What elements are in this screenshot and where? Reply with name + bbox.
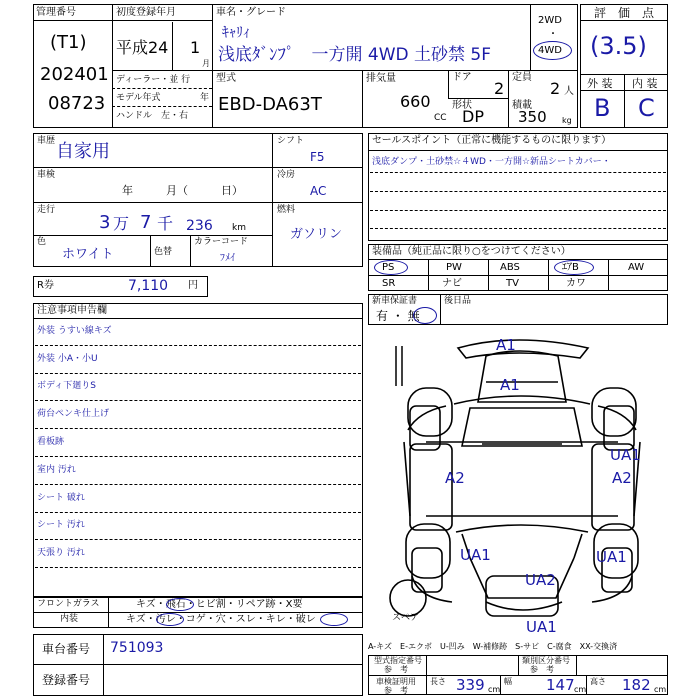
equip-airbag: ｴｱB — [562, 262, 579, 273]
exterior-grade: B — [594, 94, 611, 122]
height-label: 高さ — [590, 677, 606, 686]
model-year-label: モデル年式 — [116, 93, 161, 103]
km-unit: km — [232, 223, 246, 233]
damage-mark-rear-bumper: UA1 — [526, 618, 557, 636]
damage-mark-cargo: UA2 — [525, 571, 556, 589]
cert-label: 車検証明用 — [376, 677, 416, 686]
equip-sr: SR — [382, 278, 396, 289]
warranty-no-circle — [413, 307, 437, 324]
ac: AC — [310, 184, 327, 198]
score-label: 評 価 点 — [594, 6, 655, 20]
interior-grade: C — [638, 94, 655, 122]
damage-mark-left-side: A2 — [445, 469, 465, 487]
score-value: (3.5) — [590, 32, 647, 60]
registration-era: 平成 — [116, 38, 149, 57]
car-name: ｷｬﾘｨ — [222, 25, 250, 41]
cert-ref: 参 考 — [384, 686, 408, 695]
capacity: 2 — [550, 79, 561, 98]
equip-leather: カワ — [566, 278, 586, 289]
capacity-unit: 人 — [564, 86, 574, 97]
history-label: 車歴 — [37, 136, 56, 146]
interior-label: 内 装 — [632, 77, 658, 90]
damage-legend: A-キズ E-エクボ U-凹み W-補修跡 S-サビ C-腐食 XX-交換済 — [368, 642, 618, 651]
note-line: 天張り 汚れ — [37, 548, 85, 558]
color-code: ﾌﾒｲ — [220, 253, 235, 264]
manual-label: 後日品 — [444, 296, 472, 306]
equip-ps: PS — [382, 262, 395, 273]
interior-options: キズ・汚レ・コゲ・穴・スレ・キレ・破レ — [126, 614, 316, 625]
drive-4wd: 4WD — [538, 45, 562, 56]
height-unit: cm — [654, 685, 667, 694]
front-glass-chip-circle — [166, 598, 194, 611]
drive-2wd: 2WD — [538, 15, 562, 26]
note-line: シート 破れ — [37, 493, 85, 503]
shift: F5 — [310, 150, 325, 164]
mgmt-code: (T1) — [50, 32, 87, 53]
inspection-label: 車検 — [37, 170, 56, 180]
note-line: 室内 汚れ — [37, 465, 76, 475]
mgmt-label: 管理番号 — [36, 7, 76, 18]
shape-label: 形状 — [452, 100, 472, 111]
load: 350 — [518, 108, 547, 126]
load-label: 積載 — [512, 100, 532, 111]
equip-pw: PW — [446, 262, 462, 273]
type-cert-label: 型式指定番号 — [374, 656, 422, 665]
yen-unit: 円 — [188, 280, 198, 291]
r-ticket-label: R券 — [37, 280, 54, 291]
dealer-label: ディーラー・並 行 — [116, 75, 191, 85]
mileage-thousands: 7 — [140, 212, 152, 233]
length: 339 — [456, 676, 485, 694]
damage-mark-left-rear: UA1 — [460, 546, 491, 564]
warranty-label: 新車保証書 — [372, 296, 418, 306]
interior-tear-circle — [320, 613, 348, 626]
drive-4wd-circle — [533, 41, 572, 60]
width-label: 幅 — [504, 677, 512, 686]
damage-mark-right-side: A2 — [612, 469, 632, 487]
length-label: 長さ — [430, 677, 446, 686]
class-ref: 参 考 — [530, 665, 554, 674]
chassis-number: 751093 — [110, 640, 164, 656]
door-label: ドア — [452, 72, 472, 83]
sales-points-label: セールスポイント（正常に機能するものに限ります） — [372, 135, 612, 146]
car-grade: 浅底ﾀﾞﾝﾌﾟ 一方開 4WD 土砂禁 5F — [218, 45, 492, 65]
registration-year: 24 — [148, 38, 169, 57]
registration-number-label: 登録番号 — [42, 673, 91, 687]
drive-dot: ・ — [548, 29, 558, 40]
fuel-label: 燃料 — [277, 205, 296, 215]
first-registration-label: 初度登録年月 — [116, 7, 176, 18]
mileage-label: 走行 — [37, 205, 56, 215]
damage-mark-right-rear: UA1 — [596, 548, 627, 566]
doors: 2 — [494, 79, 505, 98]
mileage-sen: 千 — [157, 214, 174, 233]
ac-label: 冷房 — [277, 170, 296, 180]
kg-unit: kg — [562, 116, 572, 125]
damage-mark-hood: A1 — [500, 376, 520, 394]
r-ticket-block — [33, 276, 208, 297]
height: 182 — [622, 676, 651, 694]
note-line: 荷台ペンキ仕上げ — [37, 409, 110, 419]
displacement-label: 排気量 — [366, 73, 396, 84]
front-glass-options: キズ・飛石・ヒビ割・リペア跡・X要 — [136, 599, 303, 610]
note-line: 看板跡 — [37, 437, 65, 447]
shape: DP — [462, 107, 484, 126]
car-name-label: 車名・グレード — [216, 7, 286, 18]
notes-label: 注意事項申告欄 — [37, 305, 107, 316]
capacity-label: 定員 — [512, 72, 532, 83]
sales-points-line: 浅底ダンプ・土砂禁☆４WD・一方開☆新品シートカバー・ — [372, 157, 611, 167]
model-type: EBD-DA63T — [218, 94, 322, 115]
color-code-label: カラーコード — [194, 237, 249, 247]
damage-mark-right-front: UA1 — [610, 446, 641, 464]
color-label: 色 — [37, 237, 47, 247]
equip-tv: TV — [506, 278, 519, 289]
spare-label: スペア — [392, 613, 420, 623]
note-line: 外装 うすい線キズ — [37, 326, 112, 336]
model-year-unit: 年 — [200, 93, 210, 103]
mgmt-number-1: 202401 — [40, 64, 109, 85]
exterior-label: 外 装 — [587, 77, 613, 90]
note-line: シート 汚れ — [37, 520, 85, 530]
warranty-value: 有 ・ 無 — [376, 309, 420, 323]
inspection-date: 年 月（ 日） — [122, 184, 243, 197]
equip-navi: ナビ — [442, 278, 462, 289]
model-type-label: 型式 — [216, 73, 236, 84]
width-unit: cm — [574, 685, 587, 694]
fuel: ガソリン — [290, 227, 343, 242]
history: 自家用 — [56, 141, 110, 162]
equip-aw: AW — [628, 262, 645, 273]
interior-row-label: 内装 — [60, 614, 79, 624]
shift-label: シフト — [277, 136, 305, 146]
note-line: ボディ下廻りS — [37, 381, 96, 391]
handle-label: ハンドル 左・右 — [116, 111, 189, 121]
equip-airbag-circle — [554, 260, 594, 275]
class-label: 類別区分番号 — [522, 656, 570, 665]
note-line: 外装 小A・小U — [37, 354, 98, 364]
r-ticket-amount: 7,110 — [128, 278, 169, 294]
front-glass-label: フロントガラス — [37, 599, 100, 609]
mgmt-number-2: 08723 — [48, 93, 106, 114]
color-change-label: 色替 — [154, 247, 173, 257]
interior-stain-circle — [156, 613, 184, 626]
registration-month: 1 — [190, 38, 201, 57]
damage-mark-front-bumper: A1 — [496, 336, 516, 354]
mileage-ten-thousands: 3 — [99, 212, 111, 233]
mileage-remainder: 236 — [186, 218, 213, 234]
chassis-label: 車台番号 — [42, 642, 91, 656]
width: 147 — [546, 676, 575, 694]
color: ホワイト — [62, 247, 114, 262]
type-cert-ref: 参 考 — [384, 665, 408, 674]
length-unit: cm — [488, 685, 501, 694]
mileage-man: 万 — [113, 214, 130, 233]
displacement: 660 — [400, 92, 431, 111]
cc-unit: CC — [434, 113, 447, 123]
equip-ps-circle — [374, 260, 408, 275]
equipment-label: 装備品（純正品に限り○をつけてください） — [372, 246, 571, 257]
registration-month-unit: 月 — [202, 59, 210, 68]
equip-abs: ABS — [500, 262, 520, 273]
